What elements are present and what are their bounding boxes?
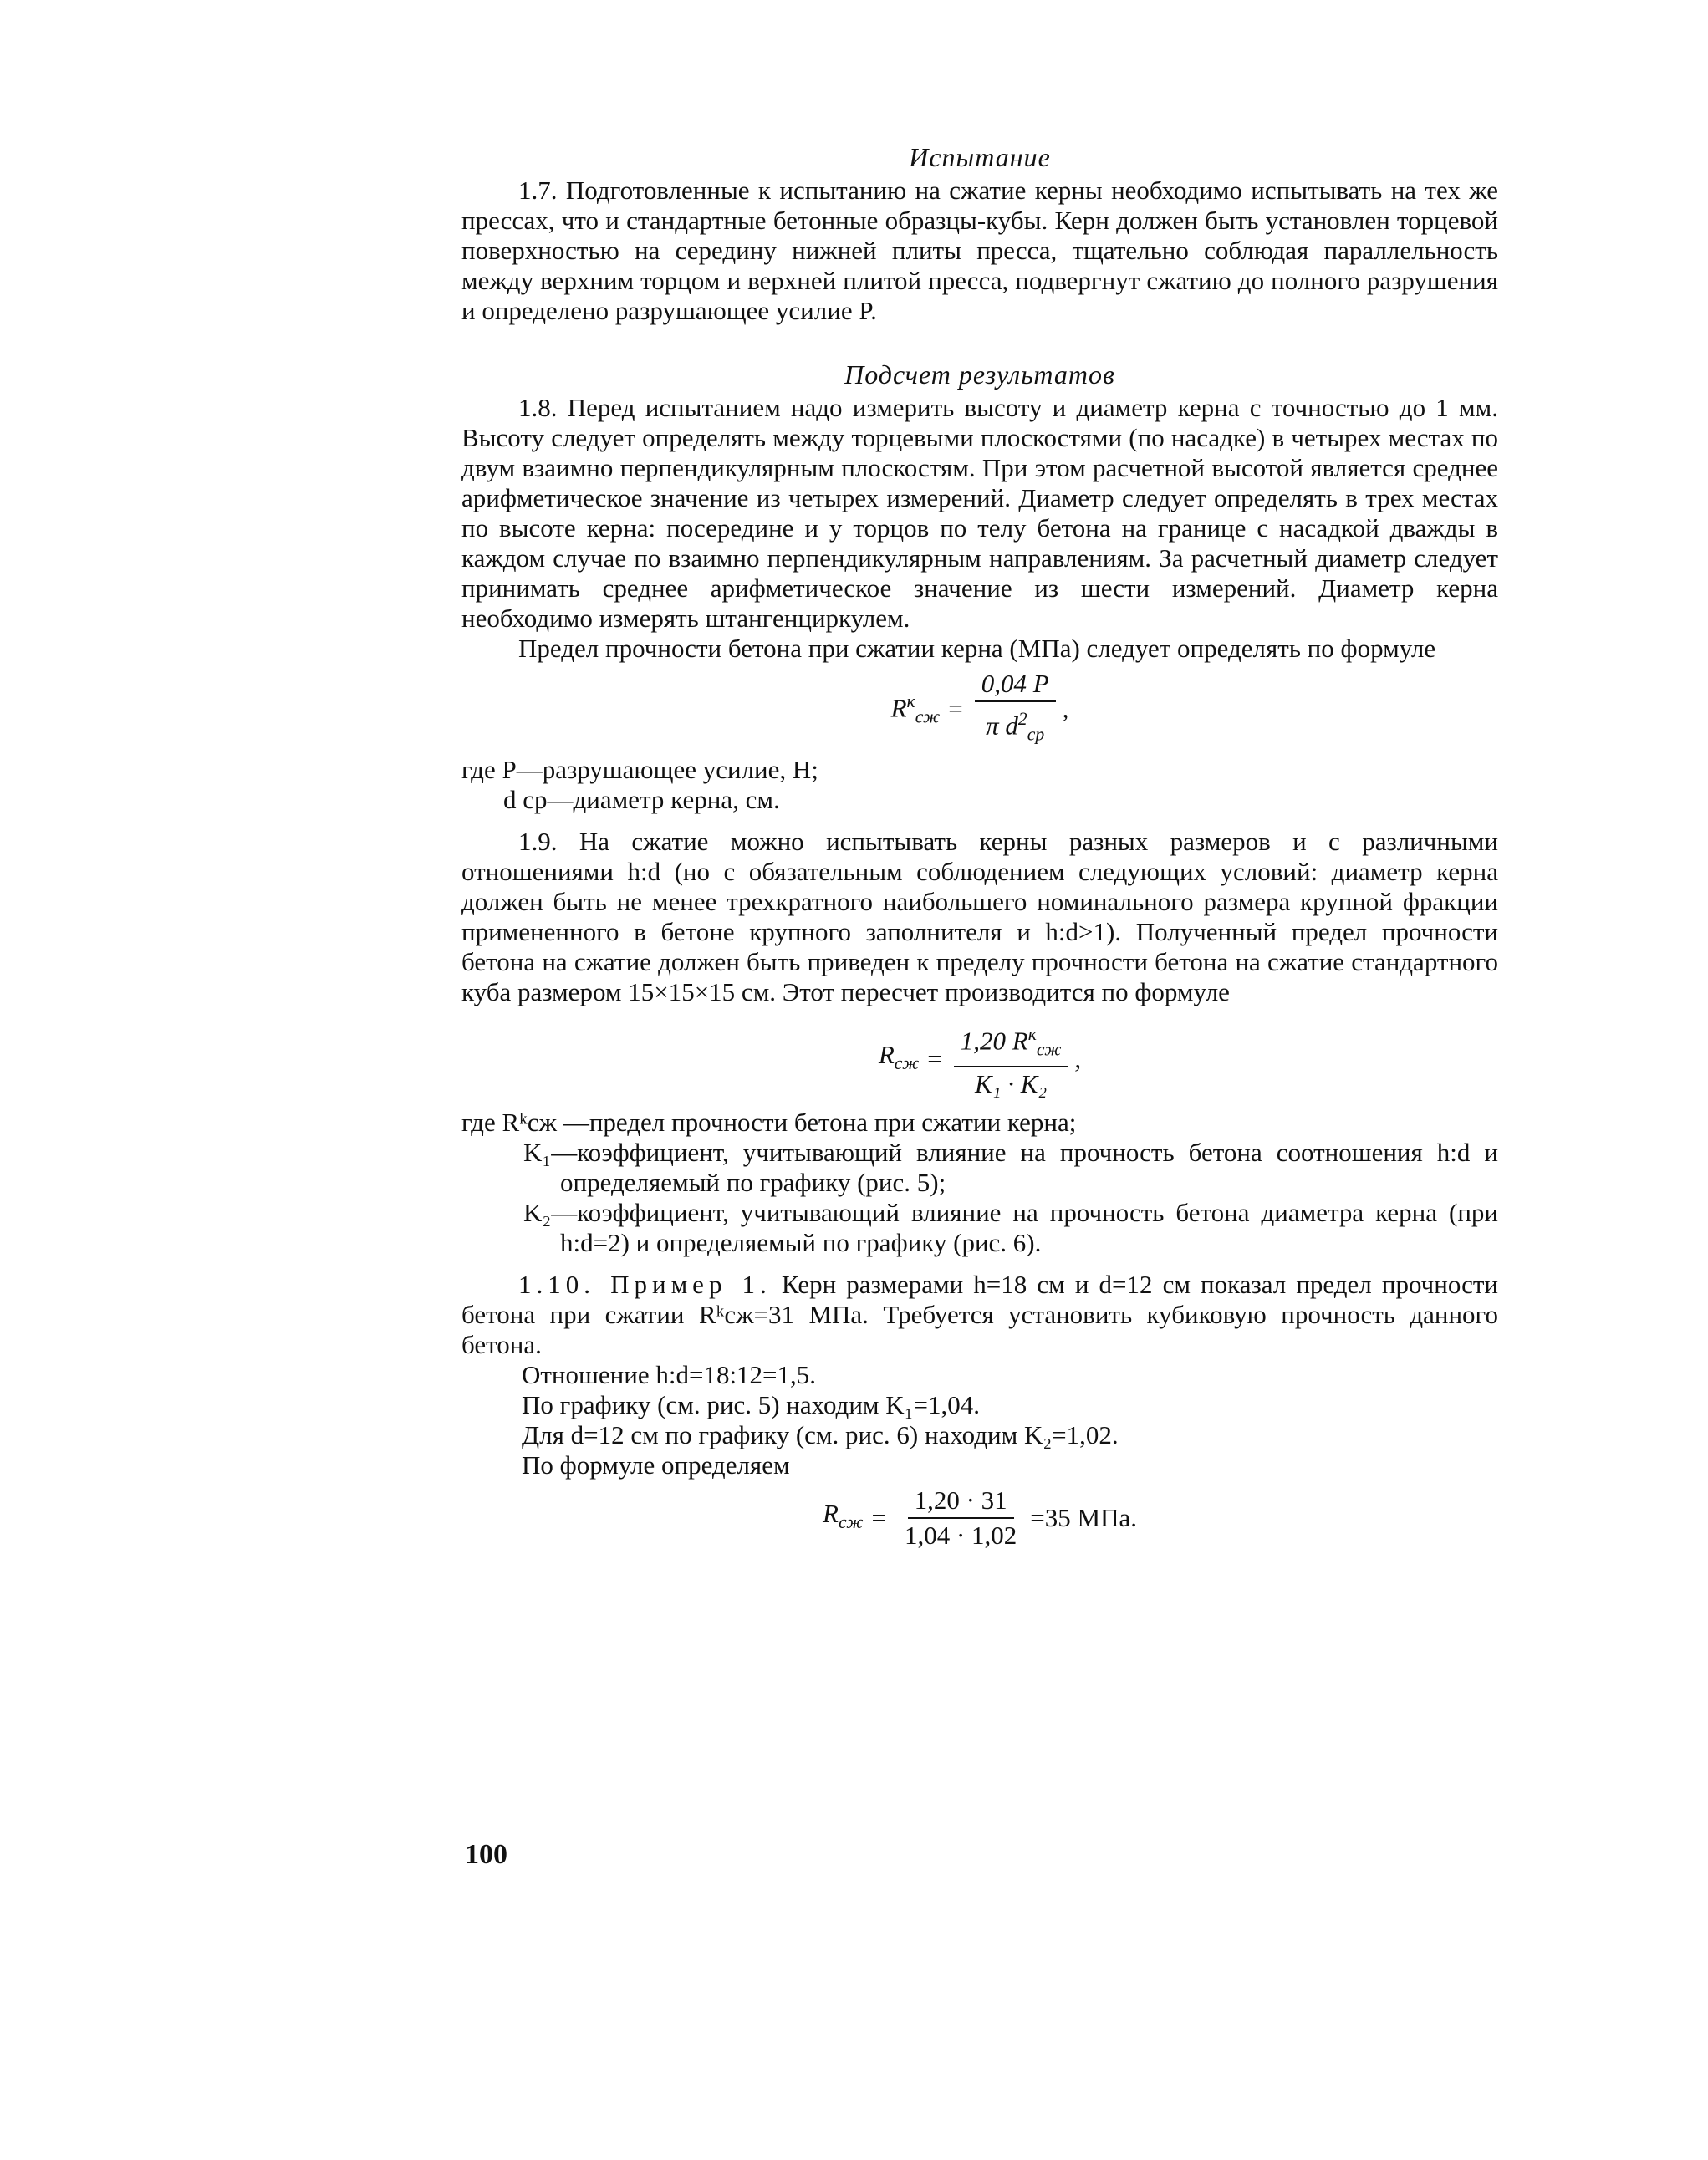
formula-lhs: R [823, 1498, 839, 1528]
section-heading-calculation: Подсчет результатов [844, 359, 1115, 390]
formula-numerator: 0,04 P [975, 669, 1056, 702]
denominator-sub: ср [1027, 724, 1045, 745]
where-line-k2: K₂—коэффициент, учитывающий влияние на прочность бетона диаметра керна (при h:d=2) и определяемый по графику (рис. 6). [523, 1198, 1498, 1258]
paragraph-1-8-formula-intro: Предел прочности бетона при сжатии керна (МПа) следует определять по формуле [518, 634, 1436, 663]
formula-numerator [954, 1019, 1068, 1068]
formula-lhs-sub: сж [915, 706, 941, 727]
where-line-rk: где Rᵏсж —предел прочности бетона при сжатии керна; [461, 1108, 1077, 1138]
formula-equals: = [927, 1043, 942, 1073]
formula-denominator [979, 702, 1051, 750]
example-ratio: Отношение h:d=18:12=1,5. [522, 1360, 817, 1390]
formula-cube-strength [461, 1019, 1498, 1100]
formula-fraction [898, 1485, 1023, 1551]
denominator-base: π d [986, 711, 1018, 741]
formula-example-result [461, 1485, 1498, 1551]
paragraph-1-10 [461, 1270, 1498, 1360]
where-line-k1: K₁—коэффициент, учитывающий влияние на прочность бетона соотношения h:d и определяемый по графику (рис. 5); [523, 1138, 1498, 1198]
example-formula-intro: По формуле определяем [522, 1450, 790, 1480]
formula-lhs-sup: к [906, 691, 915, 711]
formula-lhs: R [890, 693, 907, 723]
example-k1: По графику (см. рис. 5) находим K₁=1,04. [522, 1390, 980, 1420]
where-line-d: d ср—диаметр керна, см. [503, 784, 780, 814]
formula-denominator: K₁ · K₂ [975, 1069, 1048, 1099]
formula-lhs-sub: сж [838, 1512, 864, 1533]
section-heading-test: Испытание [909, 142, 1051, 172]
formula-tail: =35 МПа. [1030, 1503, 1137, 1533]
formula-lhs: R [878, 1039, 895, 1069]
numerator-sup: к [1027, 1023, 1037, 1044]
numerator-sub: сж [1036, 1039, 1062, 1060]
formula-denominator: 1,04 · 1,02 [904, 1521, 1017, 1551]
formula-fraction [975, 669, 1056, 750]
formula-lhs-sub: сж [894, 1052, 920, 1073]
denominator-sup: 2 [1017, 709, 1027, 729]
paragraph-1-8: 1.8. Перед испытанием надо измерить высоту и диаметр керна с точностью до 1 мм. Высоту следует определять между торцевыми плоскостями (по насадке) в четырех местах по двум взаимно перпендикулярным плоскостям. При этом расчетной высотой является среднее арифметическое значение из четырех измерений. Диаметр следует определять в трех местах по высоте керна: посередине и у торцов по телу бетона на границе с насадкой дважды в каждом случае по взаимно перпендикулярным направлениям. За расчетный диаметр следует принимать среднее арифметическое значение из шести измерений. Диаметр керна необходимо измерять штангенциркулем. [461, 393, 1498, 633]
paragraph-1-9: 1.9. На сжатие можно испытывать керны разных размеров и с различными отношениями h:d (но с обязательным соблюдением следующих условий: диаметр керна должен быть не менее трехкратного наибольшего номинального размера крупной фракции примененного в бетоне крупного заполнителя и h:d>1). Полученный предел прочности бетона на сжатие должен быть приведен к пределу прочности бетона на сжатие стандартного куба размером 15×15×15 см. Этот пересчет производится по формуле [461, 826, 1498, 1006]
formula-equals: = [871, 1503, 886, 1533]
numerator-base: 1,20 R [960, 1025, 1028, 1055]
example-label: 1.10. Пример 1. [518, 1270, 772, 1300]
page-number: 100 [465, 1839, 507, 1870]
where-line-p: где P—разрушающее усилие, Н; [461, 754, 818, 784]
formula-core-strength [461, 669, 1498, 750]
formula-tail: , [1062, 694, 1069, 724]
formula-fraction [954, 1019, 1068, 1100]
formula-numerator: 1,20 · 31 [908, 1485, 1014, 1519]
paragraph-1-7: 1.7. Подготовленные к испытанию на сжатие керны необходимо испытывать на тех же прессах, что и стандартные бетонные образцы-кубы. Керн должен быть установлен торцевой поверхностью на середину нижней плиты пресса, тщательно соблюдая параллельность между верхним торцом и верхней плитой пресса, подвергнут сжатию до полного разрушения и определено разрушающее усилие P. [461, 176, 1498, 325]
example-k2: Для d=12 см по графику (см. рис. 6) находим K₂=1,02. [522, 1420, 1119, 1450]
formula-equals: = [948, 694, 963, 724]
formula-tail: , [1074, 1043, 1082, 1073]
document-page [461, 142, 1498, 1556]
example-text: Керн размерами h=18 см и d=12 см показал предел прочности бетона при сжатии Rᵏсж=31 МПа. Требуется установить кубиковую прочность данного бетона. [461, 1270, 1498, 1360]
